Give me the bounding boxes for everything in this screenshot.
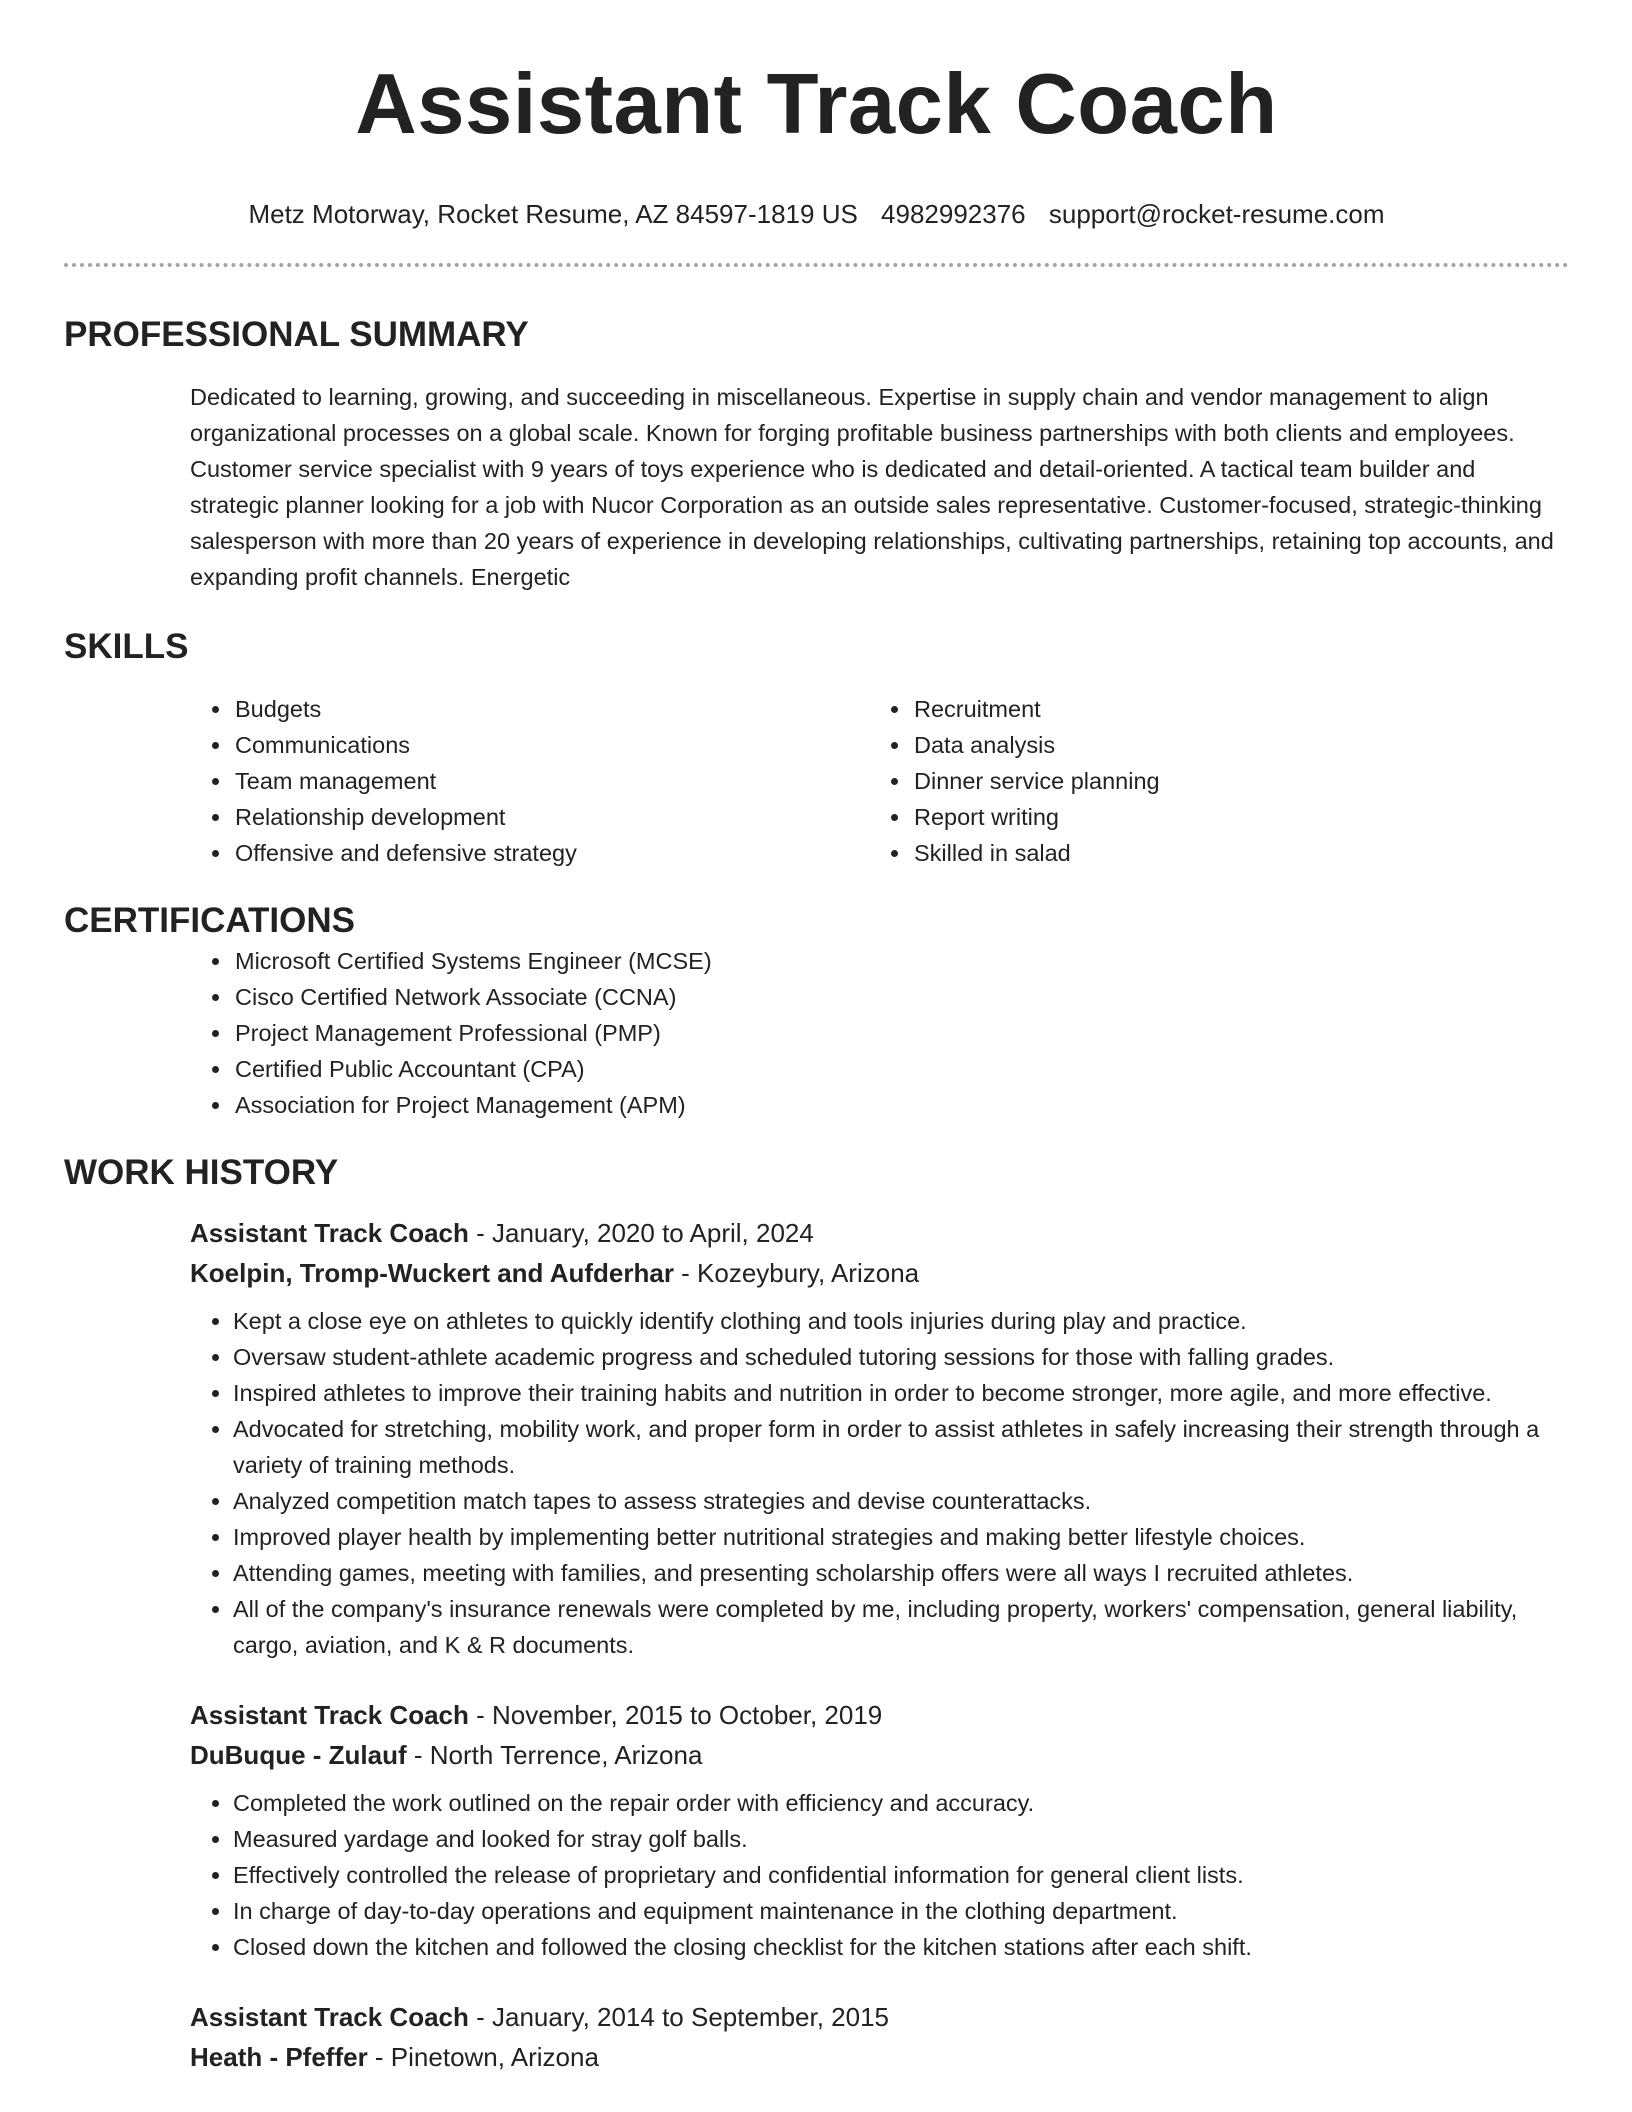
skill-item: • Offensive and defensive strategy: [233, 835, 744, 871]
contact-phone: 4982992376: [881, 199, 1026, 229]
section-title-skills: SKILLS: [64, 627, 189, 666]
job-duty: • Analyzed competition match tapes to assess strategies and devise counterattacks.: [233, 1483, 1569, 1519]
candidate-name: Assistant Track Coach: [355, 57, 1278, 152]
job-duty: • Advocated for stretching, mobility work, and proper form in order to assist athletes in safely increasing their strength through a variety of training methods.: [233, 1411, 1569, 1483]
job-duty: • Effectively controlled the release of proprietary and confidential information for general client lists.: [233, 1857, 1569, 1893]
job-duty: • Oversaw student-athlete academic progress and scheduled tutoring sessions for those with falling grades.: [233, 1339, 1569, 1375]
job-title-line: [190, 1997, 1569, 2037]
header-divider: [64, 263, 1569, 267]
certifications-list: [64, 943, 1569, 1123]
contact-line: [64, 197, 1569, 231]
job-title: Assistant Track Coach: [190, 1700, 469, 1730]
section-title-certifications: CERTIFICATIONS: [64, 901, 356, 940]
certification-item: • Certified Public Accountant (CPA): [233, 1051, 1569, 1087]
job-dates: - January, 2020 to April, 2024: [468, 1218, 814, 1248]
job-duty: • Closed down the kitchen and followed the closing checklist for the kitchen stations after each shift.: [233, 1929, 1569, 1965]
job-title-line: [190, 1695, 1569, 1735]
certification-item: • Microsoft Certified Systems Engineer (MCSE): [233, 943, 1569, 979]
skill-item: • Data analysis: [912, 727, 1160, 763]
job-entry: [190, 1213, 1569, 1663]
job-duty: • All of the company's insurance renewals were completed by me, including property, workers' compensation, general liability, cargo, aviation, and K & R documents.: [233, 1591, 1569, 1663]
skills-column-2: [744, 691, 1160, 871]
job-location: - North Terrence, Arizona: [406, 1740, 703, 1770]
job-company: Heath - Pfeffer: [190, 2042, 368, 2072]
job-location: - Kozeybury, Arizona: [673, 1258, 920, 1288]
job-duty: • Attending games, meeting with families, and presenting scholarship offers were all ways I recruited athletes.: [233, 1555, 1569, 1591]
skills-column-1: [64, 691, 744, 871]
job-title-line: [190, 1213, 1569, 1253]
job-duty: • Kept a close eye on athletes to quickly identify clothing and tools injuries during play and practice.: [233, 1303, 1569, 1339]
contact-address: Metz Motorway, Rocket Resume, AZ 84597-1819 US: [248, 199, 858, 229]
job-company: DuBuque - Zulauf: [190, 1740, 407, 1770]
job-title: Assistant Track Coach: [190, 2002, 469, 2032]
job-company-line: [190, 1735, 1569, 1775]
certification-item: • Association for Project Management (APM): [233, 1087, 1569, 1123]
skill-item: • Report writing: [912, 799, 1160, 835]
job-company-line: [190, 2037, 1569, 2077]
job-duty: • Inspired athletes to improve their training habits and nutrition in order to become stronger, more agile, and more effective.: [233, 1375, 1569, 1411]
section-title-work-history: WORK HISTORY: [64, 1153, 339, 1192]
job-entry: [190, 1997, 1569, 2077]
job-location: - Pinetown, Arizona: [367, 2042, 599, 2072]
skill-item: • Budgets: [233, 691, 744, 727]
skill-item: • Skilled in salad: [912, 835, 1160, 871]
job-company: Koelpin, Tromp-Wuckert and Aufderhar: [190, 1258, 674, 1288]
certification-item: • Cisco Certified Network Associate (CCNA): [233, 979, 1569, 1015]
summary-text: Dedicated to learning, growing, and succeeding in miscellaneous. Expertise in supply chain and vendor management to align organizational processes on a global scale. Known for forging profitable business partnerships with both clients and employees. Customer service specialist with 9 years of toys experience who is dedicated and detail-oriented. A tactical team builder and strategic planner looking for a job with Nucor Corporation as an outside sales representative. Customer-focused, strategic-thinking salesperson with more than 20 years of experience in developing relationships, cultivating partnerships, retaining top accounts, and expanding profit channels. Energetic: [190, 384, 1554, 590]
job-duty: • Improved player health by implementing better nutritional strategies and making better lifestyle choices.: [233, 1519, 1569, 1555]
job-duties-list: [190, 1785, 1569, 1965]
skill-item: • Communications: [233, 727, 744, 763]
job-title: Assistant Track Coach: [190, 1218, 469, 1248]
job-duty: • Measured yardage and looked for stray golf balls.: [233, 1821, 1569, 1857]
skill-item: • Dinner service planning: [912, 763, 1160, 799]
skills-list: [64, 691, 1569, 871]
certification-item: • Project Management Professional (PMP): [233, 1015, 1569, 1051]
job-dates: - January, 2014 to September, 2015: [468, 2002, 890, 2032]
job-duties-list: [190, 1303, 1569, 1663]
job-company-line: [190, 1253, 1569, 1293]
contact-email: support@rocket-resume.com: [1048, 199, 1385, 229]
job-entry: [190, 1695, 1569, 1965]
skill-item: • Relationship development: [233, 799, 744, 835]
section-title-summary: PROFESSIONAL SUMMARY: [64, 315, 529, 354]
job-duty: • In charge of day-to-day operations and equipment maintenance in the clothing department.: [233, 1893, 1569, 1929]
skill-item: • Recruitment: [912, 691, 1160, 727]
skill-item: • Team management: [233, 763, 744, 799]
job-dates: - November, 2015 to October, 2019: [468, 1700, 883, 1730]
resume-page: [64, 0, 1569, 2077]
job-duty: • Completed the work outlined on the repair order with efficiency and accuracy.: [233, 1785, 1569, 1821]
